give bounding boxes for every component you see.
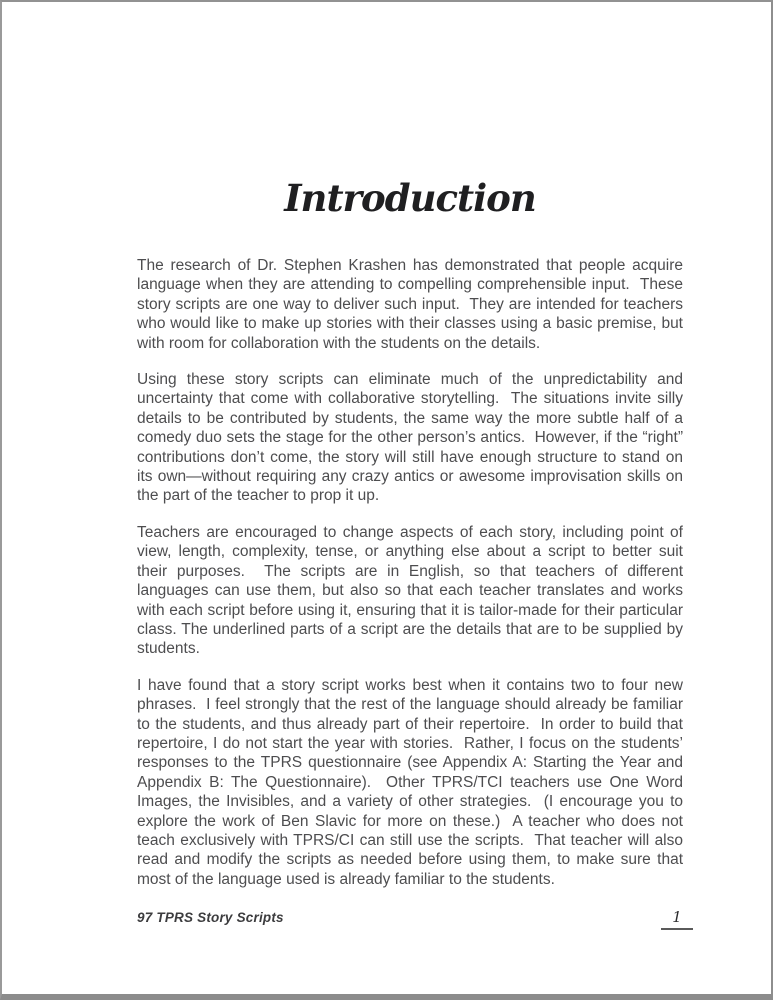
paragraph: Teachers are encouraged to change aspects of each story, including point of view, length, complexity, tense, or anything else about a script to better suit their purposes. The scripts are in English, so that teachers of different languages can use them, but also so that each teacher translates and works with each script before using it, ensuring that it is tailor-made for their particular class. The underlined parts of a script are the details that are to be supplied by students. bbox=[137, 523, 688, 658]
document-body bbox=[137, 256, 688, 906]
page-number: 1 bbox=[661, 908, 693, 930]
paragraph: Using these story scripts can eliminate much of the unpredictability and uncertainty that come with collaborative storytelling. The situations invite silly details to be contributed by students, the same way the more subtle half of a comedy duo sets the stage for the other person’s antics. However, if the “right” contributions don’t come, the story will still have enough structure to stand on its own—without requiring any crazy antics or awesome improvisation skills on the part of the teacher to prop it up. bbox=[137, 371, 688, 505]
page-title: Introduction bbox=[284, 176, 536, 220]
paragraph: I have found that a story script works best when it contains two to four new phrases. I feel strongly that the rest of the language should already be familiar to the students, and thus already part of their repertoire. In order to build that repertoire, I do not start the year with stories. Rather, I focus on the students’ responses to the TPRS questionnaire (see Appendix A: Starting the Year and Appendix B: The Questionnaire). Other TPRS/TCI teachers use One Word Images, the Invisibles, and a variety of other strategies. (I encourage you to explore the work of Ben Slavic for more on these.) A teacher who does not teach exclusively with TPRS/CI can still use the scripts. That teacher will also read and modify the scripts as needed before using them, to make sure that most of the language used is already familiar to the students. bbox=[137, 676, 688, 888]
paragraph: The research of Dr. Stephen Krashen has demonstrated that people acquire language when they are attending to compelling comprehensible input. These story scripts are one way to deliver such input. They are intended for teachers who would like to make up stories with their classes using a basic premise, but with room for collaboration with the students on the details. bbox=[137, 257, 688, 352]
footer-book-title: 97 TPRS Story Scripts bbox=[137, 910, 284, 925]
page-footer bbox=[137, 908, 693, 934]
